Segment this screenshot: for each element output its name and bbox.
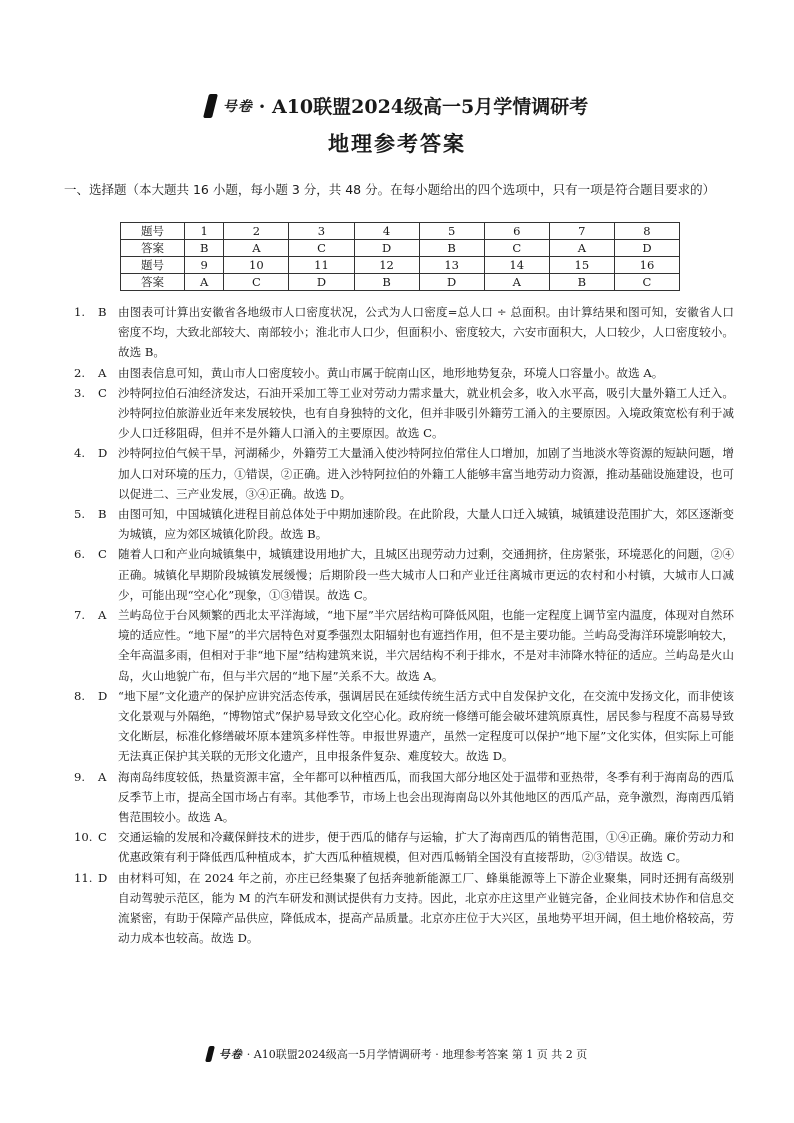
question-number-cell: 15 (549, 257, 614, 274)
answer-table (120, 222, 680, 291)
answer-cell: B (419, 240, 484, 257)
answer-cell: B (549, 274, 614, 291)
question-number: 1. (74, 305, 86, 319)
footer-text: · A10联盟2024级高一5月学情调研考 · 地理参考答案 第 1 页 共 2 页 (246, 1048, 588, 1061)
question-number-cell: 13 (419, 257, 484, 274)
answer-key-subtitle: 地理参考答案 (328, 131, 466, 156)
section-heading: 一、选择题（本大题共 16 小题，每小题 3 分，共 48 分。在每小题给出的四个选项中，只有一项是符合题目要求的） (64, 182, 716, 197)
question-explanation: 由图表可计算出安徽省各地级市人口密度状况，公式为人口密度=总人口 ÷ 总面积。由计算结果和图可知，安徽省人口密度不均，大致北部较大、南部较小；淮北市人口少，但面积小、密度较大，六安市面积大，人口较少，人口密度较小。故选 B。 (118, 305, 734, 360)
list-item (74, 868, 734, 949)
answer-cell: D (419, 274, 484, 291)
brand-logo-text: 号卷 (222, 98, 253, 115)
question-explanation: 由图表信息可知，黄山市人口密度较小。黄山市属于皖南山区，地形地势复杂，环境人口容量小。故选 A。 (118, 365, 664, 380)
list-item (74, 767, 734, 828)
question-answer: D (98, 446, 108, 461)
list-item (74, 544, 734, 605)
question-number-cell: 3 (289, 223, 354, 240)
list-item (74, 686, 734, 767)
question-number: 6. (74, 547, 86, 562)
question-answer: C (98, 830, 107, 845)
list-item (74, 302, 734, 363)
question-number-cell: 14 (484, 257, 549, 274)
answer-cell: D (354, 240, 419, 257)
question-number: 4. (74, 446, 86, 461)
question-number-cell: 9 (185, 257, 224, 274)
table-row-answers-1 (121, 240, 680, 257)
question-explanations (74, 302, 734, 949)
row-label: 答案 (121, 240, 185, 257)
answer-cell: C (224, 274, 289, 291)
document-title (0, 92, 794, 122)
list-item (74, 827, 734, 867)
list-item (74, 363, 734, 383)
answer-cell: D (614, 240, 679, 257)
question-number-cell: 4 (354, 223, 419, 240)
table-row-numbers-1 (121, 223, 680, 240)
answer-cell: A (185, 274, 224, 291)
question-explanation: 由材料可知，在 2024 年之前，亦庄已经集聚了包括奔驰新能源工厂、蜂巢能源等上下游企业聚集，同时还拥有高级别自动驾驶示范区，能为 M 的汽车研发和测试提供有力支持。因此，北京亦庄这里产业链完备，企业间技术协作和信息交流紧密，有助于保障产品供应，降低成本，提高产品质量。北京亦庄位于大兴区，虽地势平坦开阔，但土地价格较高，劳动力成本也较高。故选 D。 (118, 870, 734, 946)
question-answer: A (98, 365, 107, 380)
question-explanation: 兰屿岛位于台风频繁的西北太平洋海域，“地下屋”半穴居结构可降低风阻，也能一定程度上调节室内温度，体现对自然环境的适应性。“地下屋”的半穴居特色对夏季强烈太阳辐射也有遮挡作用，但不是主要功能。兰屿岛受海洋环境影响较大，全年高温多雨，但相对于非“地下屋”结构建筑来说，半穴居结构不利于排水，不是对丰沛降水特征的适应。兰屿岛是火山岛，火山地貌广布，但与半穴居的“地下屋”关系不大。故选 A。 (118, 608, 734, 683)
answer-cell: B (354, 274, 419, 291)
question-number: 3. (74, 385, 86, 400)
brand-logo-icon (203, 94, 218, 118)
question-number-cell: 7 (549, 223, 614, 240)
answer-cell: D (289, 274, 354, 291)
list-item (74, 383, 734, 444)
question-number: 2. (74, 365, 86, 380)
question-number-cell: 10 (224, 257, 289, 274)
list-item (74, 504, 734, 544)
list-item (74, 443, 734, 504)
question-answer: A (98, 608, 107, 623)
question-number: 5. (74, 507, 86, 522)
question-number-cell: 12 (354, 257, 419, 274)
question-answer: B (98, 507, 107, 522)
question-answer: C (98, 385, 107, 400)
question-number: 7. (74, 608, 86, 623)
row-label: 答案 (121, 274, 185, 291)
question-explanation: 随着人口和产业向城镇集中，城镇建设用地扩大，且城区出现劳动力过剩，交通拥挤，住房紧张，环境恶化的问题，②④正确。城镇化早期阶段城镇发展缓慢；后期阶段一些大城市人口和产业迁往离城市更远的农村和小村镇，大城市人口减少，可能出现“空心化”现象，①③错误。故选 C。 (118, 547, 734, 602)
answer-cell: B (185, 240, 224, 257)
question-number-cell: 1 (185, 223, 224, 240)
question-number: 10. (74, 830, 93, 845)
exam-title: · A10联盟2024级高一5月学情调研考 (258, 96, 589, 118)
question-explanation: 沙特阿拉伯石油经济发达，石油开采加工等工业对劳动力需求量大，就业机会多，收入水平高，吸引大量外籍工人迁入。沙特阿拉伯旅游业近年来发展较快，也有自身独特的文化，但并非吸引外籍劳工涌入的主要原因。入境政策宽松有利于减少人口迁移阻碍，但并不是外籍人口涌入的主要原因。故选 C。 (118, 385, 734, 441)
answer-cell: A (549, 240, 614, 257)
question-number: 9. (74, 769, 86, 784)
question-explanation: 海南岛纬度较低，热量资源丰富，全年都可以种植西瓜，而我国大部分地区处于温带和亚热带，冬季有利于海南岛的西瓜反季节上市，提高全国市场占有率。其他季节，市场上也会出现海南岛以外其他地区的西瓜产品，竞争激烈，海南西瓜销售范围较小。故选 A。 (118, 769, 734, 825)
answer-cell: A (224, 240, 289, 257)
answer-cell: C (289, 240, 354, 257)
row-label: 题号 (121, 257, 185, 274)
question-answer: D (98, 870, 108, 885)
question-explanation: 交通运输的发展和冷藏保鲜技术的进步，便于西瓜的储存与运输，扩大了海南西瓜的销售范围，①④正确。廉价劳动力和优惠政策有利于降低西瓜种植成本，扩大西瓜种植规模，但对西瓜畅销全国没有直接帮助，②③错误。故选 C。 (118, 830, 734, 865)
question-number-cell: 6 (484, 223, 549, 240)
table-row-answers-2 (121, 274, 680, 291)
question-explanation: “地下屋”文化遗产的保护应讲究活态传承，强调居民在延续传统生活方式中自发保护文化，在交流中发扬文化，而非使该文化景观与外隔绝，“博物馆式”保护易导致文化空心化。政府统一修缮可能会破坏建筑原真性，居民参与程度不高易导致文化断层，标准化修缮破坏原本建筑多样性等。申报世界遗产，虽然一定程度可以保护“地下屋”文化实体，但实际上可能无法真正保护其关联的无形文化遗产，且申报条件复杂、难度较大。故选 D。 (118, 688, 734, 764)
question-answer: C (98, 547, 107, 562)
question-answer: D (98, 688, 108, 703)
question-explanation: 由图可知，中国城镇化进程目前总体处于中期加速阶段。在此阶段，大量人口迁入城镇，城镇建设范围扩大，郊区逐渐变为城镇，应为郊区城镇化阶段。故选 B。 (118, 507, 734, 542)
list-item (74, 605, 734, 686)
answer-cell: A (484, 274, 549, 291)
question-number-cell: 16 (614, 257, 679, 274)
question-answer: A (98, 769, 107, 784)
answer-cell: C (484, 240, 549, 257)
question-answer: B (98, 305, 107, 319)
question-number-cell: 2 (224, 223, 289, 240)
question-explanation: 沙特阿拉伯气候干旱，河湖稀少，外籍劳工大量涌入使沙特阿拉伯常住人口增加，加剧了当地淡水等资源的短缺问题，增加人口对环境的压力，①错误，②正确。进入沙特阿拉伯的外籍工人能够丰富当地劳动力资源，推动基础设施建设，也可以促进二、三产业发展，③④正确。故选 D。 (118, 446, 734, 501)
footer-logo-text: 号卷 (218, 1048, 243, 1061)
row-label: 题号 (121, 223, 185, 240)
question-number: 8. (74, 688, 86, 703)
answer-cell: C (614, 274, 679, 291)
footer-logo-icon (205, 1046, 215, 1062)
question-number-cell: 8 (614, 223, 679, 240)
question-number-cell: 5 (419, 223, 484, 240)
page-footer (0, 1046, 794, 1065)
question-number-cell: 11 (289, 257, 354, 274)
question-number: 11. (74, 870, 93, 885)
table-row-numbers-2 (121, 257, 680, 274)
